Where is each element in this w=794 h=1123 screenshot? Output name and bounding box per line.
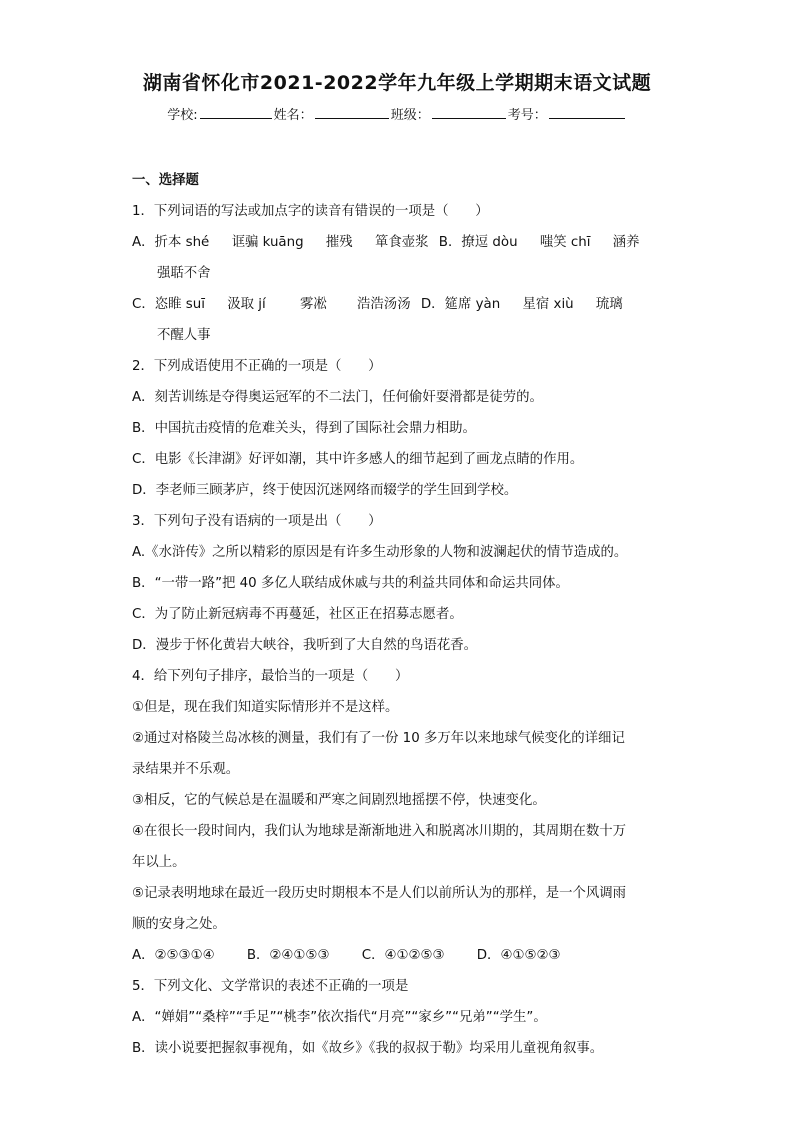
q4-sentence-4: ④在很长一段时间内，我们认为地球是渐渐地进入和脱离冰川期的，其周期在数十万 — [132, 824, 627, 839]
exam-content — [132, 165, 662, 1064]
q4-option-d: D．④①⑤②③ — [476, 948, 561, 963]
q1-a-word3: 摧残 — [325, 235, 353, 250]
q4-sentence-5-cont: 顺的安身之处。 — [132, 917, 226, 932]
q1-option-d: D．筵席 yàn — [420, 297, 501, 312]
class-label: 班级： — [390, 108, 430, 123]
q1-d-word3: 琉璃 — [595, 297, 623, 312]
question-1-options-ab — [132, 227, 662, 258]
class-blank[interactable] — [432, 104, 506, 119]
q4-sentence-5: ⑤记录表明地球在最近一段历史时期根本不是人们以前所认为的那样，是一个风调雨 — [132, 886, 627, 901]
q3-option-a: A.《水浒传》之所以精彩的原因是有许多生动形象的人物和波澜起伏的情节造成的。 — [132, 545, 628, 560]
question-4-stem: 4．给下列句子排序，最恰当的一项是（ ） — [132, 669, 409, 684]
q2-option-c: C．电影《长津湖》好评如潮，其中许多感人的细节起到了画龙点睛的作用。 — [132, 452, 584, 467]
question-1-stem: 1．下列词语的写法或加点字的读音有错误的一项是（ ） — [132, 204, 489, 219]
q1-option-d-cont: 不醒人事 — [157, 328, 211, 343]
q1-option-b-cont: 强聒不舍 — [157, 266, 211, 281]
q2-option-b: B．中国抗击疫情的危难关头，得到了国际社会鼎力相助。 — [132, 421, 476, 436]
q3-option-d: D．漫步于怀化黄岩大峡谷，我听到了大自然的鸟语花香。 — [132, 638, 478, 653]
q4-option-b: B．②④①⑤③ — [246, 948, 330, 963]
q1-a-word2: 诓骗 kuāng — [231, 235, 304, 250]
q1-option-c: C．恣睢 suī — [132, 297, 205, 312]
q1-c-word2: 汲取 jí — [227, 297, 266, 312]
name-blank[interactable] — [315, 104, 389, 119]
q4-sentence-4-cont: 年以上。 — [132, 855, 186, 870]
section-heading: 一、选择题 — [132, 173, 199, 188]
q1-a-word4: 箪食壶浆 — [374, 235, 429, 250]
q1-c-word3: 雾凇 — [299, 297, 327, 312]
q4-sentence-1: ①但是，现在我们知道实际情形并不是这样。 — [132, 700, 399, 715]
q4-sentence-2: ②通过对格陵兰岛冰核的测量，我们有了一份 10 多万年以来地球气候变化的详细记 — [132, 731, 625, 746]
q1-d-word2: 星宿 xiù — [522, 297, 574, 312]
q4-sentence-3: ③相反，它的气候总是在温暖和严寒之间剧烈地摇摆不停，快速变化。 — [132, 793, 546, 808]
q1-b-word3: 涵养 — [612, 235, 640, 250]
question-2-stem: 2．下列成语使用不正确的一项是（ ） — [132, 359, 382, 374]
q3-option-b: B．“一带一路”把 40 多亿人联结成休戚与共的利益共同体和命运共同体。 — [132, 576, 569, 591]
q1-option-a: A．折本 shé — [132, 235, 210, 250]
exam-title: 湖南省怀化市2021-2022学年九年级上学期期末语文试题 — [142, 72, 652, 94]
q3-option-c: C．为了防止新冠病毒不再蔓延，社区正在招募志愿者。 — [132, 607, 463, 622]
question-3-stem: 3．下列句子没有语病的一项是出（ ） — [132, 514, 382, 529]
q4-sentence-2-cont: 录结果并不乐观。 — [132, 762, 240, 777]
q1-b-word2: 嗤笑 chī — [539, 235, 591, 250]
name-label: 姓名： — [273, 108, 313, 123]
q4-options — [132, 940, 662, 971]
id-label: 考号： — [507, 108, 547, 123]
q1-option-b: B．撩逗 dòu — [438, 235, 518, 250]
question-5-stem: 5．下列文化、文学常识的表述不正确的一项是 — [132, 979, 409, 994]
question-1-options-cd — [132, 289, 662, 320]
q5-option-b: B．读小说要把握叙事视角，如《故乡》《我的叔叔于勒》均采用儿童视角叙事。 — [132, 1041, 604, 1056]
q1-c-word4: 浩浩汤汤 — [357, 297, 411, 312]
school-label: 学校: — [167, 108, 198, 123]
school-blank[interactable] — [200, 104, 272, 119]
q5-option-a: A．“婵娟”“桑梓”“手足”“桃李”依次指代“月亮”“家乡”“兄弟”“学生”。 — [132, 1010, 547, 1025]
q4-option-c: C．④①②⑤③ — [361, 948, 445, 963]
q2-option-d: D．李老师三顾茅庐，终于使因沉迷网络而辍学的学生回到学校。 — [132, 483, 518, 498]
q4-option-a: A．②⑤③①④ — [132, 948, 215, 963]
q2-option-a: A．刻苦训练是夺得奥运冠军的不二法门，任何偷奸耍滑都是徒劳的。 — [132, 390, 543, 405]
id-blank[interactable] — [549, 104, 625, 119]
student-info-line — [0, 104, 794, 123]
